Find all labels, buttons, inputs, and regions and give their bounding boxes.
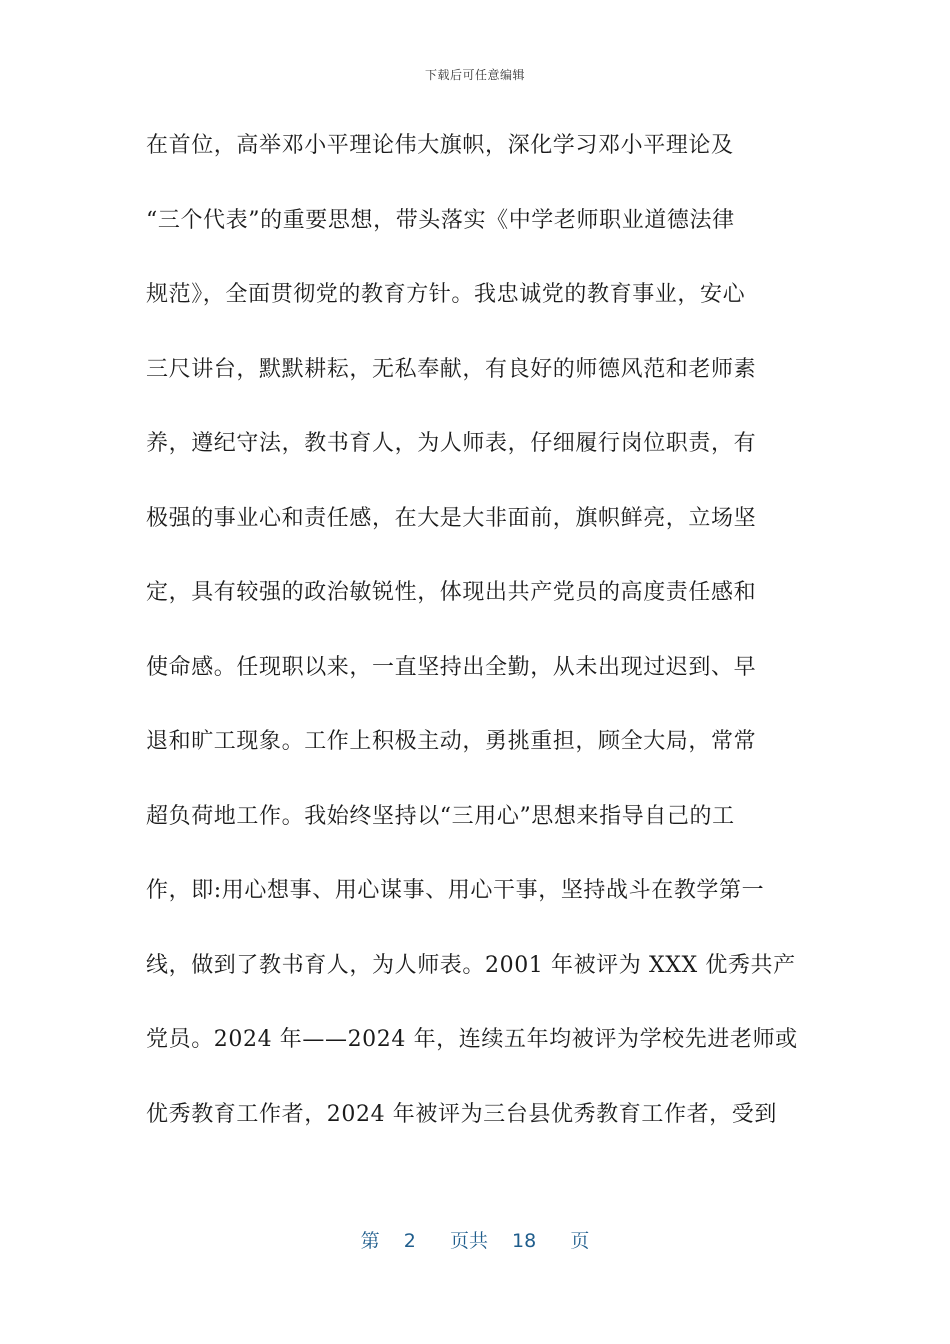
body-line: 使命感。任现职以来，一直坚持出全勤，从未出现过迟到、早	[146, 654, 757, 680]
body-line: 退和旷工现象。工作上积极主动，勇挑重担，顾全大局，常常	[146, 729, 757, 754]
body-line: 三尺讲台，默默耕耘，无私奉献，有良好的师德风范和老师素	[146, 356, 757, 382]
footer-middle: 页共	[449, 1230, 488, 1252]
body-line: 作，即:用心想事、用心谋事、用心干事，坚持战斗在教学第一	[146, 878, 765, 903]
page-footer	[0, 1226, 950, 1253]
footer-total-pages: 18	[512, 1230, 537, 1252]
body-line: “三个代表”的重要思想，带头落实《中学老师职业道德法律	[146, 207, 735, 233]
body-line: 超负荷地工作。我始终坚持以“三用心”思想来指导自己的工	[146, 803, 735, 829]
body-line: 线，做到了教书育人，为人师表。2001 年被评为 XXX 优秀共产	[146, 952, 796, 978]
body-line: 优秀教育工作者，2024 年被评为三台县优秀教育工作者，受到	[146, 1101, 777, 1127]
footer-prefix: 第	[360, 1230, 380, 1252]
body-line: 党员。2024 年——2024 年，连续五年均被评为学校先进老师或	[146, 1027, 798, 1052]
page-header-note: 下载后可任意编辑	[424, 68, 525, 82]
footer-suffix: 页	[570, 1230, 590, 1252]
body-line: 养，遵纪守法，教书育人，为人师表，仔细履行岗位职责，有	[146, 431, 757, 456]
body-line: 定，具有较强的政治敏锐性，体现出共产党员的高度责任感和	[146, 580, 757, 605]
body-line: 极强的事业心和责任感，在大是大非面前，旗帜鲜亮，立场坚	[146, 505, 757, 531]
body-line: 规范》，全面贯彻党的教育方针。我忠诚党的教育事业，安心	[146, 282, 746, 307]
document-body	[146, 127, 816, 1170]
body-line: 在首位，高举邓小平理论伟大旗帜，深化学习邓小平理论及	[146, 133, 734, 158]
footer-page-number: 2	[403, 1230, 416, 1252]
